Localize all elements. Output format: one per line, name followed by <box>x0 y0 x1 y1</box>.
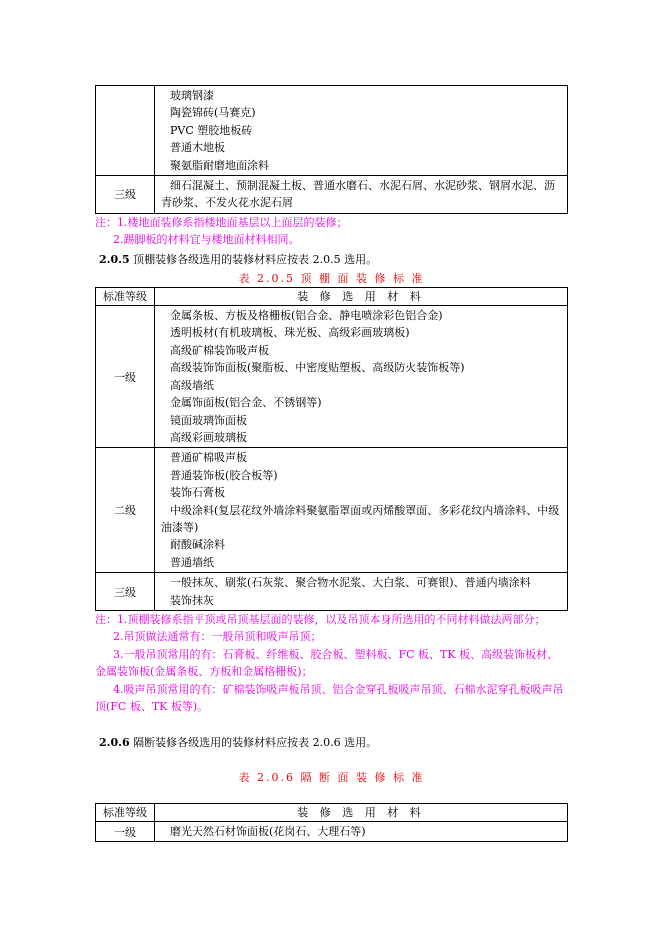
material-item: 普通矿棉吸声板 <box>170 451 247 465</box>
table-row <box>96 306 568 448</box>
material-item: PVC 塑胶地板砖 <box>170 123 253 137</box>
header-materials: 装 修 选 用 材 料 <box>155 288 568 306</box>
ceiling-notes <box>95 611 568 715</box>
table-caption: 表 2.0.5 顶 棚 面 装 修 标 准 <box>238 272 425 286</box>
material-item: 玻璃钢漆 <box>170 89 214 102</box>
level-cell: 一级 <box>96 821 155 841</box>
material-item: 高级矿棉装饰吸声板 <box>170 343 269 357</box>
level-cell <box>96 86 155 176</box>
material-item: 金属饰面板(铝合金、不锈钢等) <box>170 396 322 410</box>
material-item: 高级彩画玻璃板 <box>170 430 247 444</box>
material-item: 普通墙纸 <box>170 555 214 569</box>
section-number: 2.0.6 <box>99 736 130 750</box>
level-cell: 一级 <box>96 306 155 448</box>
section-text: 顶棚装修各级选用的装修材料应按表 2.0.5 选用。 <box>133 252 378 266</box>
table-row <box>96 573 568 611</box>
header-level: 标准等级 <box>96 288 155 306</box>
table-row <box>96 448 568 573</box>
material-item: 镜面玻璃饰面板 <box>170 413 247 427</box>
note-line: 2.吊顶做法通常有：一般吊顶和吸声吊顶； <box>113 630 322 644</box>
level-cell: 三级 <box>96 573 155 611</box>
materials-cell <box>155 306 568 448</box>
floor-notes <box>95 214 568 249</box>
table-row <box>96 176 568 214</box>
material-item: 中级涂料(复层花纹外墙涂料聚氨脂罩面或丙烯酸罩面、多彩花纹内墙涂料、中级油漆等) <box>161 503 560 534</box>
section-text: 隔断装修各级选用的装修材料应按表 2.0.6 选用。 <box>133 736 378 750</box>
level-cell: 二级 <box>96 448 155 573</box>
note-line: 注：1.楼地面装修系指楼地面基层以上面层的装修； <box>95 215 348 229</box>
header-level: 标准等级 <box>96 803 155 821</box>
material-item: 细石混凝土、预制混凝土板、普通水磨石、水泥石屑、水泥砂浆、钢屑水泥、沥青砂浆、不发火花水泥石屑 <box>161 179 555 210</box>
note-line: 注：1.顶棚装修系指平顶或吊顶基层面的装修，以及吊顶本身所选用的不同材料做法两部分； <box>95 612 546 626</box>
level-cell: 三级 <box>96 176 155 214</box>
materials-cell <box>155 573 568 611</box>
floor-table-continued <box>95 85 568 214</box>
material-item: 装饰抹灰 <box>170 593 214 607</box>
document-page <box>95 85 568 842</box>
material-item: 磨光天然石材饰面板(花岗石、大理石等) <box>170 824 366 838</box>
material-item: 透明板材(有机玻璃板、珠光板、高级彩画玻璃板) <box>170 326 410 340</box>
note-line: 3.一般吊顶常用的有：石膏板、纤维板、胶合板、塑料板、FC 板、TK 板、高级装饰板材、金属装饰板(金属条板、方板和金属格栅板)； <box>95 647 559 679</box>
table-row <box>96 821 568 841</box>
material-item: 陶瓷锦砖(马赛克) <box>170 106 256 120</box>
material-item: 普通装饰板(胶合板等) <box>170 468 278 482</box>
material-item: 耐酸碱涂料 <box>170 538 225 552</box>
partition-table <box>95 803 568 842</box>
note-line: 2.踢脚板的材料宜与楼地面材料相同。 <box>113 233 300 247</box>
section-number: 2.0.5 <box>99 252 130 266</box>
material-item: 装饰石膏板 <box>170 486 225 500</box>
header-materials: 装 修 选 用 材 料 <box>155 803 568 821</box>
section-paragraph <box>99 734 568 751</box>
materials-cell <box>155 448 568 573</box>
table-header-row <box>96 288 568 306</box>
materials-cell <box>155 86 568 176</box>
table-row <box>96 86 568 176</box>
section-paragraph <box>99 251 568 268</box>
materials-cell <box>155 176 568 214</box>
material-item: 一般抹灰、刷浆(石灰浆、聚合物水泥浆、大白浆、可赛银)、普通内墙涂料 <box>170 576 531 590</box>
material-item: 高级墙纸 <box>170 378 214 392</box>
materials-cell <box>155 821 568 841</box>
note-line: 4.吸声吊顶常用的有：矿棉装饰吸声板吊顶、铝合金穿孔板吸声吊顶、石棉水泥穿孔板吸声吊顶(FC 板、TK 板等)。 <box>95 682 564 713</box>
material-item: 普通木地板 <box>170 141 225 155</box>
table-caption: 表 2.0.6 隔 断 面 装 修 标 准 <box>238 770 425 784</box>
table-header-row <box>96 803 568 821</box>
material-item: 聚氨脂耐磨地面涂料 <box>170 158 269 172</box>
material-item: 高级装饰饰面板(聚脂板、中密度贴塑板、高级防火装饰板等) <box>170 361 465 375</box>
ceiling-table <box>95 287 568 611</box>
material-item: 金属条板、方板及格栅板(铝合金、静电喷涂彩色铝合金) <box>170 309 443 323</box>
